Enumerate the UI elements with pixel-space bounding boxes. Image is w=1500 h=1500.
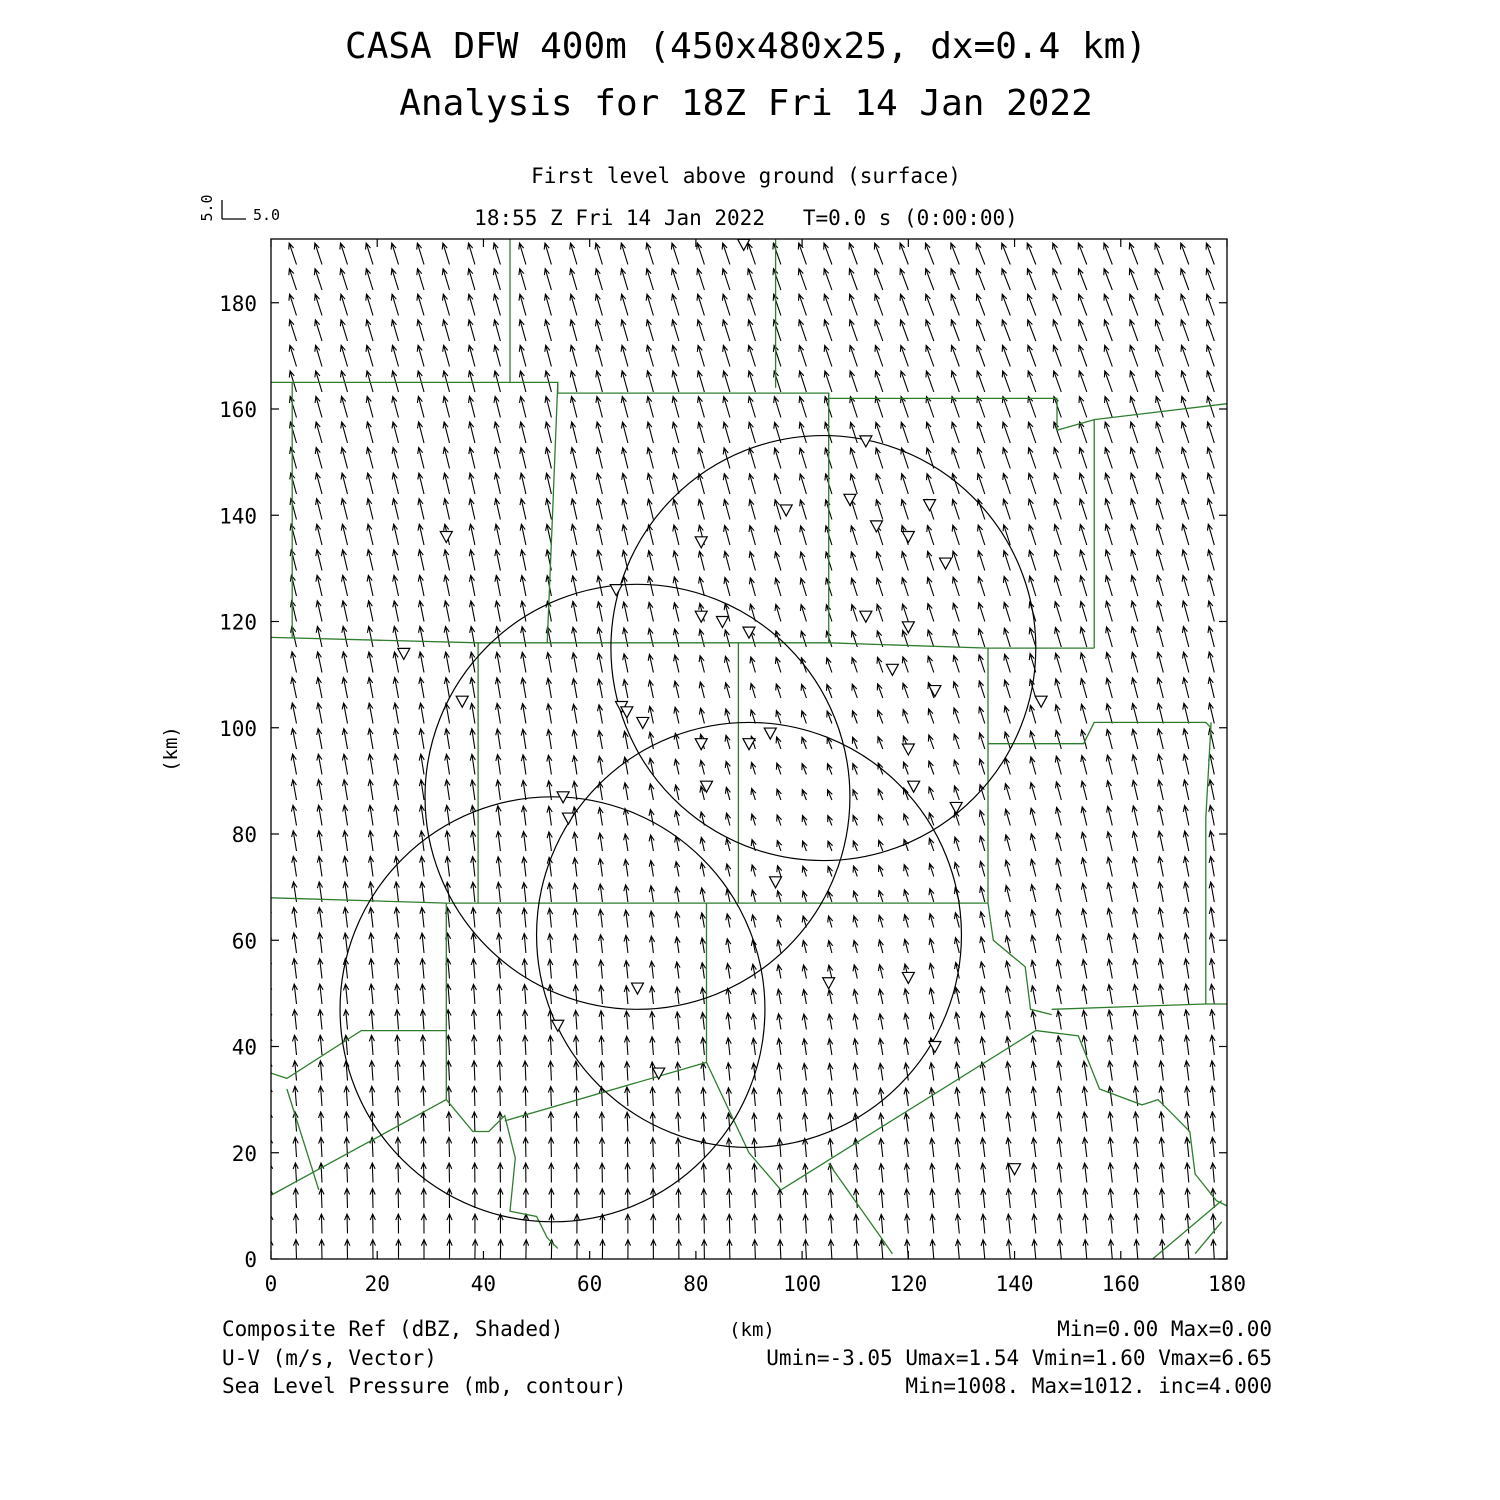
x-tick-label: 160 (1101, 1272, 1140, 1296)
county-line (1195, 1222, 1222, 1254)
footer-field-2: U-V (m/s, Vector) (222, 1346, 437, 1370)
y-tick-label: 40 (231, 1035, 257, 1060)
y-tick-label: 140 (219, 504, 257, 529)
level-label: First level above ground (surface) (531, 164, 961, 188)
y-tick-label: 20 (231, 1141, 257, 1166)
station-marker (908, 781, 920, 792)
vector-key-u-label: 5.0 (253, 206, 281, 224)
station-marker (929, 686, 941, 697)
radar-ring (340, 797, 765, 1222)
footer-field-1: Composite Ref (dBZ, Shaded) (222, 1317, 564, 1341)
plot-area (219, 218, 1246, 1296)
y-tick-label: 80 (231, 823, 257, 847)
vector-key-v-label: 5.0 (198, 194, 216, 222)
station-marker (398, 648, 410, 659)
x-tick-label: 80 (683, 1272, 709, 1296)
station-marker (902, 744, 914, 755)
station-marker (716, 617, 728, 628)
x-tick-label: 0 (264, 1272, 278, 1296)
x-tick-label: 40 (470, 1272, 497, 1296)
wind-vectors (263, 218, 1216, 1259)
footer-stats-1: Min=0.00 Max=0.00 (1057, 1317, 1272, 1341)
y-tick-label: 0 (244, 1248, 257, 1272)
station-marker (860, 611, 872, 622)
county-line (707, 1062, 781, 1190)
station-marker (552, 1020, 564, 1031)
county-line (271, 1100, 446, 1196)
footer-field-3: Sea Level Pressure (mb, contour) (222, 1374, 627, 1398)
station-marker (770, 877, 782, 888)
station-marker (695, 739, 707, 750)
station-marker (1009, 1164, 1021, 1175)
station-marker (886, 664, 898, 675)
county-line (287, 1089, 319, 1190)
county-line (829, 1163, 893, 1253)
station-marker (562, 813, 574, 824)
y-tick-label: 180 (219, 291, 257, 316)
station-marker (780, 505, 792, 516)
station-marker (637, 717, 649, 728)
county-line (271, 382, 1057, 398)
station-marker (950, 802, 962, 813)
county-line (1052, 1004, 1206, 1009)
station-marker (764, 728, 776, 739)
station-marker (902, 532, 914, 543)
y-tick-label: 100 (219, 716, 257, 741)
station-marker (823, 978, 835, 989)
station-marker (631, 983, 643, 994)
station-marker (456, 696, 468, 707)
station-marker (940, 558, 952, 569)
station-marker (695, 537, 707, 548)
station-marker (695, 611, 707, 622)
county-line (781, 1031, 1227, 1206)
axis-ticks (219, 239, 1246, 1296)
vector-key (198, 194, 280, 224)
vector-key-arrow (222, 200, 246, 219)
county-line (271, 903, 446, 1078)
valid-time-label: 18:55 Z Fri 14 Jan 2022 T=0.0 s (0:00:00) (474, 206, 1018, 230)
station-marker (924, 500, 936, 511)
station-marker (743, 739, 755, 750)
station-marker (929, 1042, 941, 1053)
radar-ring (425, 584, 850, 1009)
station-marker (610, 585, 622, 596)
footer-stats-2: Umin=-3.05 Umax=1.54 Vmin=1.60 Vmax=6.65 (766, 1346, 1272, 1370)
title-line-1: CASA DFW 400m (450x480x25, dx=0.4 km) (345, 26, 1147, 67)
x-axis-unit: (km) (729, 1319, 775, 1341)
title-line-2: Analysis for 18Z Fri 14 Jan 2022 (399, 83, 1093, 124)
station-markers (398, 239, 1047, 1174)
station-marker (743, 627, 755, 638)
y-axis-label: (km) (160, 726, 182, 772)
station-marker (902, 972, 914, 983)
county-line (547, 643, 1094, 648)
station-marker (860, 436, 872, 447)
footer-stats-3: Min=1008. Max=1012. inc=4.000 (905, 1374, 1272, 1398)
station-marker (1035, 696, 1047, 707)
y-tick-label: 120 (219, 610, 257, 635)
station-marker (440, 532, 452, 543)
x-tick-label: 140 (995, 1272, 1034, 1296)
y-tick-label: 60 (231, 929, 257, 954)
wind-vector-field (263, 218, 1216, 1259)
x-tick-label: 120 (889, 1272, 928, 1296)
x-tick-label: 100 (783, 1272, 822, 1296)
county-line (505, 903, 707, 1121)
x-tick-label: 60 (577, 1272, 603, 1296)
x-tick-label: 20 (364, 1272, 390, 1296)
x-tick-label: 180 (1208, 1272, 1246, 1296)
county-line (271, 382, 558, 642)
county-line (271, 898, 988, 903)
y-tick-label: 160 (219, 398, 257, 422)
county-line (1206, 722, 1227, 1004)
